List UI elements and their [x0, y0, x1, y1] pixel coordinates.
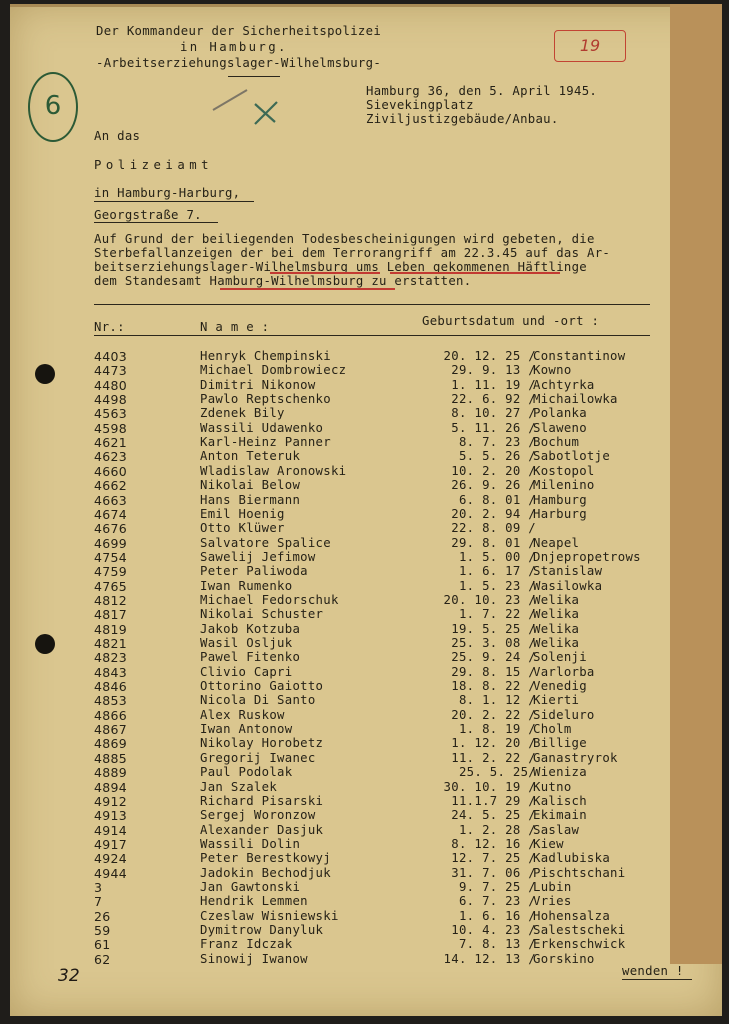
row-number: 4480	[94, 377, 128, 393]
row-number: 4819	[94, 621, 128, 637]
row-name: Wladislaw Aronowski	[200, 463, 347, 478]
row-number: 4674	[94, 506, 128, 522]
row-birthplace: Welika	[533, 592, 580, 607]
row-birthplace: Harburg	[533, 506, 587, 521]
row-birthdate: 31. 7. 06 /	[451, 865, 536, 880]
row-birthplace: Constantinow	[533, 349, 626, 363]
row-number: 4403	[94, 349, 128, 364]
page-number: 32	[58, 966, 80, 986]
row-birthdate: 22. 6. 92 /	[451, 392, 536, 407]
row-birthplace: Varlorba	[533, 664, 595, 679]
row-birthdate: 8. 1. 12 /	[458, 693, 536, 708]
row-birthdate: 10. 4. 23 /	[451, 923, 536, 937]
row-birthdate: 18. 8. 22 /	[451, 679, 536, 694]
row-birthplace: Saslaw	[533, 822, 580, 837]
row-name: Franz Idczak	[200, 937, 293, 952]
row-birthplace: Cholm	[533, 722, 572, 737]
row-birthdate: 25. 9. 24 /	[451, 650, 536, 665]
row-name: Sinowij Iwanow	[200, 951, 308, 966]
row-name: Michael Dombrowiecz	[200, 363, 347, 378]
body-line-4: dem Standesamt Hamburg-Wilhelmsburg zu erstatten.	[94, 274, 472, 288]
row-number: 4846	[94, 679, 128, 695]
row-birthplace: Kalisch	[533, 793, 587, 808]
row-birthdate: 7. 8. 13 /	[458, 937, 536, 952]
circled-number: 6	[28, 72, 78, 142]
row-birthplace: Milenino	[533, 478, 595, 493]
row-name: Richard Pisarski	[200, 793, 324, 808]
table-row	[10, 765, 722, 779]
row-birthplace: Wieniza	[533, 765, 587, 780]
row-birthdate: 5. 5. 26 /	[458, 449, 536, 464]
row-name: Alexander Dasjuk	[200, 822, 324, 837]
row-birthdate: 8. 12. 16 /	[451, 836, 536, 851]
col-header-nr: Nr.:	[94, 320, 125, 334]
table-row	[10, 421, 722, 435]
row-number: 4621	[94, 435, 128, 451]
row-birthdate: 9. 7. 25 /	[458, 879, 536, 894]
row-birthplace: Achtyrka	[533, 377, 595, 392]
header-line-2: in Hamburg.	[180, 40, 288, 54]
row-name: Jan Szalek	[200, 779, 278, 794]
table-row	[10, 880, 722, 894]
archive-stamp-number: 19	[554, 30, 626, 62]
row-birthdate: 26. 9. 26 /	[451, 478, 536, 493]
row-birthdate: 29. 9. 13 /	[451, 363, 536, 378]
row-number: 4663	[94, 492, 128, 508]
row-name: Karl-Heinz Panner	[200, 435, 331, 450]
row-name: Otto Klüwer	[200, 521, 285, 536]
table-row	[10, 923, 722, 937]
table-row	[10, 536, 722, 550]
table-row	[10, 909, 722, 923]
row-birthplace: Erkenschwick	[533, 937, 626, 952]
row-birthdate: 1. 6. 16 /	[458, 908, 536, 923]
row-number: 4623	[94, 449, 128, 465]
table-row	[10, 894, 722, 908]
table-row	[10, 392, 722, 406]
table-row	[10, 435, 722, 449]
row-birthdate: 11.1.7 29 /	[451, 793, 536, 808]
row-number: 4676	[94, 521, 128, 537]
recipient-office: Polizeiamt	[94, 158, 214, 172]
row-birthdate: 1. 8. 19 /	[458, 722, 536, 737]
row-name: Sergej Woronzow	[200, 808, 316, 823]
recipient-street: Georgstraße 7.	[94, 208, 202, 222]
row-number: 4894	[94, 779, 128, 795]
table-row	[10, 564, 722, 578]
row-number: 4498	[94, 392, 128, 408]
row-birthplace: Kadlubiska	[533, 851, 611, 866]
row-number: 4821	[94, 636, 128, 651]
row-birthplace: Hohensalza	[533, 908, 611, 923]
row-name: Zdenek Bily	[200, 406, 285, 421]
row-birthplace: Bochum	[533, 435, 580, 450]
pencil-marks	[205, 78, 305, 128]
table-row	[10, 708, 722, 722]
row-birthdate: 20. 2. 22 /	[451, 707, 536, 722]
row-number: 61	[94, 937, 111, 953]
row-name: Iwan Rumenko	[200, 578, 293, 593]
row-name: Nicola Di Santo	[200, 693, 316, 708]
row-name: Pawel Fitenko	[200, 650, 301, 665]
row-number: 7	[94, 894, 103, 910]
row-number: 4867	[94, 722, 128, 738]
row-birthdate: 24. 5. 25 /	[451, 808, 536, 823]
row-birthplace: Billige	[533, 736, 587, 751]
row-birthplace: Kostopol	[533, 463, 595, 478]
row-number: 26	[94, 908, 111, 924]
table-row	[10, 794, 722, 808]
row-name: Wasil Osljuk	[200, 636, 293, 650]
row-number: 59	[94, 923, 111, 938]
row-birthplace: Dnjepropetrows	[533, 549, 641, 564]
row-birthplace: Kowno	[533, 363, 572, 378]
table-row	[10, 665, 722, 679]
table-row	[10, 650, 722, 664]
row-birthplace: Kiew	[533, 836, 564, 851]
table-row	[10, 607, 722, 621]
table-row	[10, 679, 722, 693]
row-birthdate: 10. 2. 20 /	[451, 463, 536, 478]
row-number: 4917	[94, 836, 128, 852]
table-row	[10, 550, 722, 564]
row-name: Wassili Udawenko	[200, 420, 324, 435]
row-birthdate: 1. 2. 28 /	[458, 822, 536, 837]
row-name: Nikolai Below	[200, 478, 301, 493]
address-street: Sievekingplatz	[366, 98, 474, 112]
row-birthplace: Lubin	[533, 879, 572, 894]
row-birthdate: 8. 10. 27 /	[451, 406, 536, 421]
row-number: 4817	[94, 607, 128, 623]
row-number: 4699	[94, 535, 128, 551]
row-birthdate: 1. 7. 22 /	[458, 607, 536, 622]
row-birthplace: Sabotlotje	[533, 449, 611, 464]
table-row	[10, 808, 722, 822]
row-birthplace: Pischtschani	[533, 865, 626, 880]
row-name: Peter Berestkowyj	[200, 851, 331, 866]
row-name: Ottorino Gaiotto	[200, 679, 324, 694]
recipient-rule	[94, 201, 254, 202]
row-birthdate: 1. 11. 19 /	[451, 377, 536, 392]
row-number: 4812	[94, 592, 128, 608]
row-birthdate: 25. 3. 08 /	[451, 636, 536, 650]
row-number: 4944	[94, 865, 128, 881]
table-row	[10, 622, 722, 636]
row-number: 4914	[94, 822, 128, 838]
row-number: 3	[94, 879, 103, 895]
row-birthdate: 1. 5. 23 /	[458, 578, 536, 593]
table-row	[10, 780, 722, 794]
row-birthplace: Michailowka	[533, 392, 618, 407]
table-row	[10, 851, 722, 865]
row-birthdate: 25. 5. 25/	[458, 765, 536, 780]
row-number: 4869	[94, 736, 128, 752]
table-row	[10, 478, 722, 492]
row-birthplace: Welika	[533, 636, 580, 650]
wenden-underline	[622, 979, 692, 980]
row-birthplace: Stanislaw	[533, 564, 603, 579]
row-number: 4563	[94, 406, 128, 422]
table-row	[10, 521, 722, 535]
row-name: Czeslaw Wisniewski	[200, 908, 339, 923]
recipient-an: An das	[94, 129, 141, 143]
row-birthplace: Welika	[533, 607, 580, 622]
row-birthdate: 29. 8. 01 /	[451, 535, 536, 550]
row-name: Alex Ruskow	[200, 707, 285, 722]
red-underline	[390, 272, 560, 274]
row-number: 62	[94, 951, 111, 967]
table-row	[10, 837, 722, 851]
row-name: Anton Teteruk	[200, 449, 301, 464]
table-row	[10, 493, 722, 507]
row-birthdate: 6. 8. 01 /	[458, 492, 536, 507]
table-row	[10, 937, 722, 951]
table-row	[10, 593, 722, 607]
body-line-2: Sterbefallanzeigen der bei dem Terrorangriff am 22.3.45 auf das Ar-	[94, 246, 611, 260]
row-birthdate: 5. 11. 26 /	[451, 420, 536, 435]
place-date-line: Hamburg 36, den 5. April 1945.	[366, 84, 598, 98]
table-row	[10, 406, 722, 420]
row-birthdate: 1. 6. 17 /	[458, 564, 536, 579]
row-birthdate: 30. 10. 19 /	[443, 779, 536, 794]
table-row	[10, 579, 722, 593]
row-birthdate: 11. 2. 22 /	[451, 750, 536, 765]
row-number: 4662	[94, 478, 128, 494]
row-birthplace: Slaweno	[533, 420, 587, 435]
row-birthplace: Venedig	[533, 679, 587, 694]
table-row	[10, 363, 722, 377]
table-row	[10, 349, 722, 363]
table-row	[10, 751, 722, 765]
table-row	[10, 449, 722, 463]
body-line-3: beitserziehungslager-Wilhelmsburg ums Leben gekommenen Häftlinge	[94, 260, 588, 274]
row-birthdate: 20. 12. 25 /	[443, 349, 536, 363]
row-name: Nikolay Horobetz	[200, 736, 324, 751]
row-name: Pawlo Reptschenko	[200, 392, 331, 407]
row-birthdate: 1. 5. 00 /	[458, 549, 536, 564]
row-name: Clivio Capri	[200, 664, 293, 679]
row-birthplace: Salestscheki	[533, 923, 626, 937]
recipient-underline	[94, 222, 218, 223]
row-birthplace: Sideluro	[533, 707, 595, 722]
row-birthdate: 12. 7. 25 /	[451, 851, 536, 866]
table-row	[10, 464, 722, 478]
row-name: Dymitrow Danyluk	[200, 923, 324, 937]
table-row	[10, 722, 722, 736]
row-name: Michael Fedorschuk	[200, 592, 339, 607]
row-name: Nikolai Schuster	[200, 607, 324, 622]
row-birthplace: Welika	[533, 621, 580, 636]
row-birthplace: Vries	[533, 894, 572, 909]
red-underline	[270, 272, 380, 274]
row-number: 4754	[94, 549, 128, 565]
row-number: 4913	[94, 808, 128, 824]
address-building: Ziviljustizgebäude/Anbau.	[366, 112, 559, 126]
row-birthplace: Kutno	[533, 779, 572, 794]
row-birthdate: 14. 12. 13 /	[443, 951, 536, 966]
wenden-note: wenden !	[622, 964, 684, 978]
table-row	[10, 693, 722, 707]
row-birthplace: Polanka	[533, 406, 587, 421]
row-number: 4889	[94, 765, 128, 781]
row-name: Hans Biermann	[200, 492, 301, 507]
col-header-name: N a m e :	[200, 320, 270, 334]
row-number: 4660	[94, 463, 128, 479]
row-birthdate: 8. 7. 23 /	[458, 435, 536, 450]
row-number: 4866	[94, 707, 128, 723]
row-birthplace: Solenji	[533, 650, 587, 665]
row-birthplace: Ekimain	[533, 808, 587, 823]
recipient-city: in Hamburg-Harburg,	[94, 186, 241, 200]
row-birthplace: Gorskino	[533, 951, 595, 966]
table-row	[10, 507, 722, 521]
row-name: Peter Paliwoda	[200, 564, 308, 579]
table-row	[10, 636, 722, 650]
row-birthdate: 6. 7. 23 /	[458, 894, 536, 909]
row-name: Iwan Antonow	[200, 722, 293, 737]
header-line-3: -Arbeitserziehungslager-Wilhelmsburg-	[96, 56, 382, 70]
table-header-rule	[94, 335, 650, 336]
row-name: Jakob Kotzuba	[200, 621, 301, 636]
row-number: 4924	[94, 851, 128, 867]
red-underline	[220, 288, 395, 290]
row-name: Emil Hoenig	[200, 506, 285, 521]
row-number: 4843	[94, 664, 128, 680]
row-name: Jan Gawtonski	[200, 879, 301, 894]
row-number: 4885	[94, 750, 128, 766]
row-name: Sawelij Jefimow	[200, 549, 316, 564]
row-birthplace: Kierti	[533, 693, 580, 708]
row-birthdate: 20. 2. 94 /	[451, 506, 536, 521]
table-row	[10, 866, 722, 880]
row-name: Paul Podolak	[200, 765, 293, 780]
document-page	[10, 4, 722, 1016]
row-birthplace: Neapel	[533, 535, 580, 550]
body-line-1: Auf Grund der beiliegenden Todesbescheinigungen wird gebeten, die	[94, 232, 595, 246]
table-row	[10, 823, 722, 837]
row-number: 4765	[94, 578, 128, 594]
row-birthplace: Wasilowka	[533, 578, 603, 593]
header-line-1: Der Kommandeur der Sicherheitspolizei	[96, 24, 382, 38]
row-number: 4853	[94, 693, 128, 709]
row-number: 4473	[94, 363, 128, 379]
row-number: 4598	[94, 420, 128, 436]
row-birthplace: Ganastryrok	[533, 750, 618, 765]
row-name: Salvatore Spalice	[200, 535, 331, 550]
row-number: 4759	[94, 564, 128, 580]
row-birthdate: 19. 5. 25 /	[451, 621, 536, 636]
row-birthdate: 22. 8. 09 /	[451, 521, 536, 536]
table-top-rule	[94, 304, 650, 305]
row-name: Dimitri Nikonow	[200, 377, 316, 392]
row-number: 4912	[94, 793, 128, 809]
row-name: Gregorij Iwanec	[200, 750, 316, 765]
row-number: 4823	[94, 650, 128, 666]
row-birthdate: 29. 8. 15 /	[451, 664, 536, 679]
row-birthdate: 1. 12. 20 /	[451, 736, 536, 751]
table-row	[10, 378, 722, 392]
page-edge	[10, 4, 722, 7]
row-name: Henryk Chempinski	[200, 349, 331, 363]
row-name: Wassili Dolin	[200, 836, 301, 851]
table-row	[10, 736, 722, 750]
row-name: Jadokin Bechodjuk	[200, 865, 331, 880]
row-birthdate: 20. 10. 23 /	[443, 592, 536, 607]
table-row	[10, 952, 722, 966]
row-name: Hendrik Lemmen	[200, 894, 308, 909]
col-header-birth: Geburtsdatum und -ort :	[422, 314, 600, 328]
row-birthplace: Hamburg	[533, 492, 587, 507]
header-underline	[228, 76, 280, 77]
